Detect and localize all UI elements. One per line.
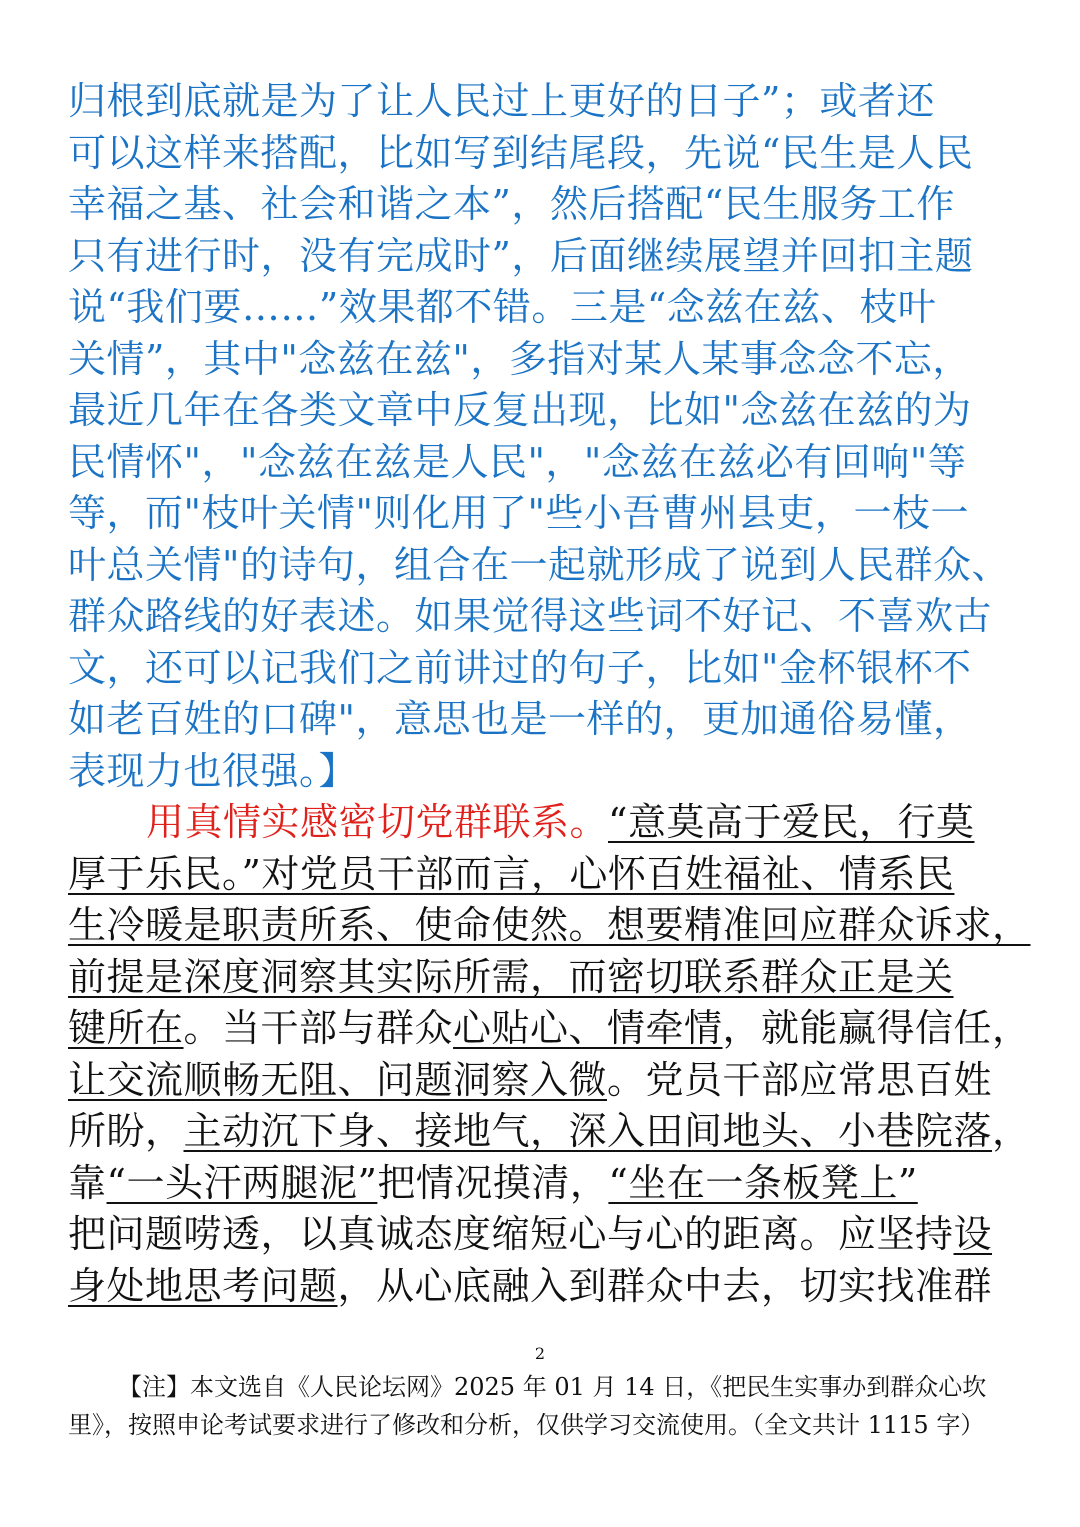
underlined-text: 前提是深度洞察其实际所需，而密切联系群众正是关 xyxy=(68,954,954,999)
paragraph-line xyxy=(68,849,1028,901)
underlined-text: “坐在一条板凳上” xyxy=(608,1160,918,1205)
underlined-text: 键所在 xyxy=(68,1006,184,1050)
underlined-text: 设 xyxy=(953,1212,993,1256)
blue-analysis-line: 幸福之基、社会和谐之本”，然后搭配“民生服务工作 xyxy=(68,182,955,226)
body-text xyxy=(68,76,1031,1312)
plain-text: ， xyxy=(992,1109,1031,1153)
paragraph-line xyxy=(68,1158,1028,1210)
plain-text: 。党员干部应常思百姓 xyxy=(607,1057,993,1102)
plain-text: ，从心底融入到群众中去，切实找准群 xyxy=(337,1263,993,1308)
paragraph-line xyxy=(68,797,1028,849)
underlined-text: 心贴心、情牵情 xyxy=(453,1006,723,1050)
blue-analysis-line: 只有进行时，没有完成时”，后面继续展望并回扣主题 xyxy=(68,233,974,278)
plain-text: 靠 xyxy=(68,1160,107,1205)
paragraph-line xyxy=(68,1106,1031,1158)
blue-analysis-line: 关情”，其中"念兹在兹"，多指对某人某事念念不忘， xyxy=(68,336,971,381)
underlined-text: 身处地思考问题 xyxy=(68,1263,338,1308)
footnote-line: 【注】本文选自《人民论坛网》2025 年 01 月 14 日，《把民生实事办到群众心坎 xyxy=(118,1373,987,1401)
blue-analysis-line: 群众路线的好表述。如果觉得这些词不好记、不喜欢古 xyxy=(68,594,993,638)
paragraph-line xyxy=(68,952,1028,1004)
plain-text: ，就能赢得信任， xyxy=(722,1006,1031,1050)
underlined-text: “一头汗两腿泥” xyxy=(106,1160,378,1205)
paragraph-line xyxy=(68,1261,1028,1313)
blue-analysis-line: 如老百姓的口碑"，意思也是一样的，更加通俗易懂， xyxy=(68,697,972,741)
underlined-text: 生冷暖是职责所系、使命使然。想要精准回应群众诉求， xyxy=(68,903,1031,947)
blue-analysis-line: 表现力也很强。】 xyxy=(68,748,358,793)
blue-analysis-line: 可以这样来搭配，比如写到结尾段，先说“民生是人民 xyxy=(68,130,974,175)
plain-text: 把情况摸清， xyxy=(377,1160,609,1205)
blue-analysis-line: 等，而"枝叶关情"则化用了"些小吾曹州县吏，一枝一 xyxy=(68,491,969,535)
plain-text: 把问题唠透，以真诚态度缩短心与心的距离。应坚持 xyxy=(68,1212,954,1256)
blue-analysis-line: 最近几年在各类文章中反复出现，比如"念兹在兹的为 xyxy=(68,388,972,432)
footnote-line: 里》，按照申论考试要求进行了修改和分析，仅供学习交流使用。（全文共计 1115 字） xyxy=(68,1411,985,1439)
blue-analysis-line: 文，还可以记我们之前讲过的句子，比如"金杯银杯不 xyxy=(68,645,972,690)
paragraph-line xyxy=(68,900,1031,952)
paragraph-line xyxy=(68,1003,1031,1055)
blue-analysis-line: 归根到底就是为了让人民过上更好的日子”；或者还 xyxy=(68,79,935,123)
blue-analysis-line: 民情怀"，"念兹在兹是人民"，"念兹在兹必有回响"等 xyxy=(68,439,967,484)
paragraph-heading: 用真情实感密切党群联系。 xyxy=(146,800,609,844)
underlined-text: 主动沉下身、接地气，深入田间地头、小巷院落 xyxy=(183,1109,993,1153)
plain-text: 。当干部与群众 xyxy=(183,1006,454,1050)
footnote xyxy=(68,1368,1028,1444)
page-number: 2 xyxy=(534,1344,546,1363)
underlined-text: 厚于乐民。”对党员干部而言，心怀百姓福祉、情系民 xyxy=(68,851,955,896)
paragraph-line xyxy=(68,1209,1028,1261)
blue-analysis-line: 说“我们要……”效果都不错。三是“念兹在兹、枝叶 xyxy=(68,285,937,329)
underlined-text: 让交流顺畅无阻、问题洞察入微 xyxy=(68,1057,608,1102)
blue-analysis-line: 叶总关情"的诗句，组合在一起就形成了说到人民群众、 xyxy=(68,542,1010,587)
plain-text: 所盼， xyxy=(68,1109,184,1153)
paragraph-line xyxy=(68,1055,1028,1107)
underlined-text: “意莫高于爱民，行莫 xyxy=(608,800,975,844)
